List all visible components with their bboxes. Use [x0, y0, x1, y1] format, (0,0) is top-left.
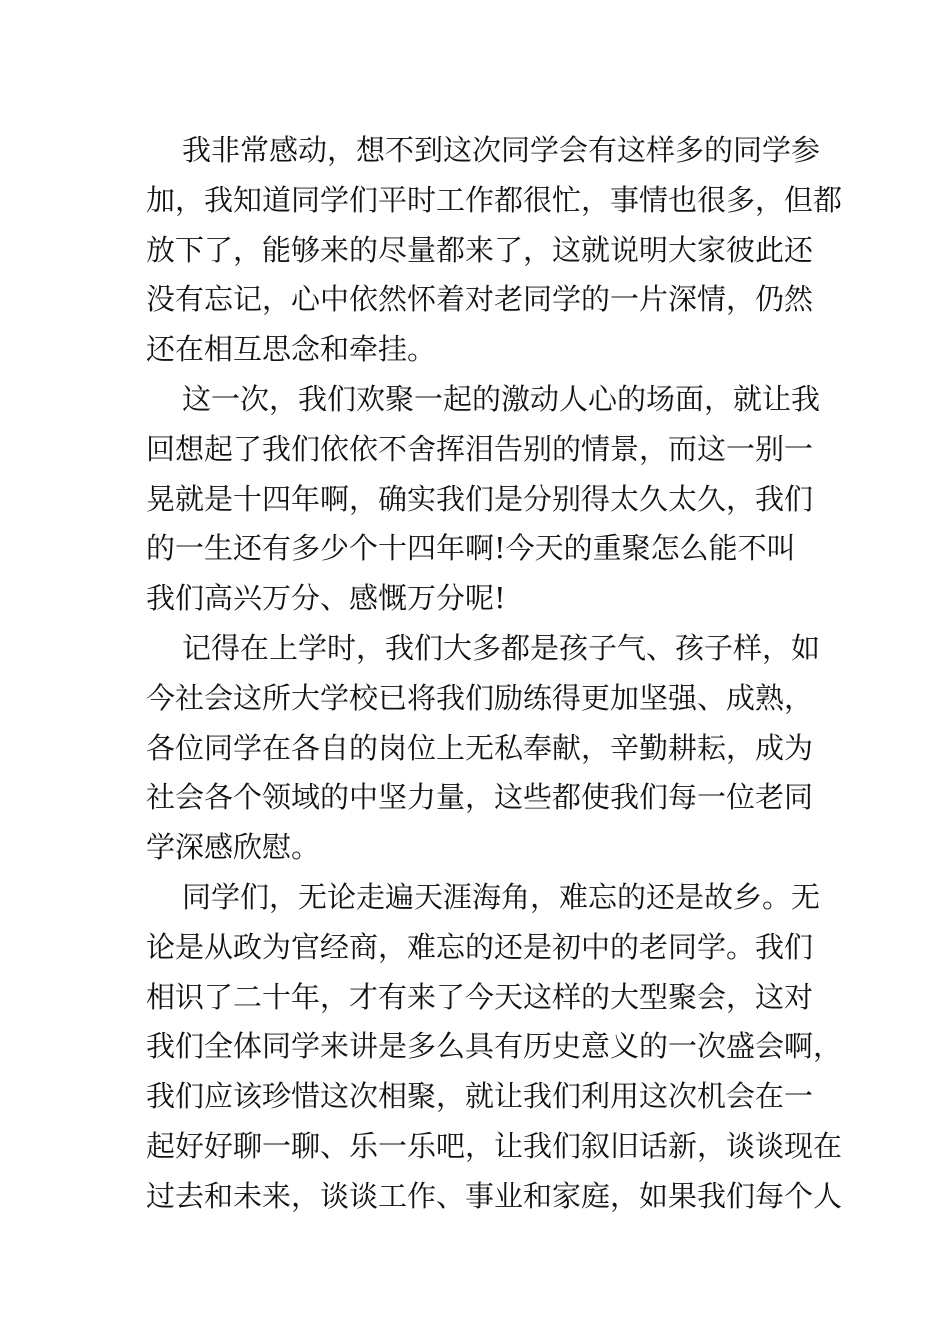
- paragraph-line: 我非常感动，想不到这次同学会有这样多的同学参: [182, 133, 821, 167]
- paragraph-line: 我们高兴万分、感慨万分呢!: [146, 581, 506, 616]
- paragraph-line: 相识了二十年，才有来了今天这样的大型聚会，这对: [146, 979, 814, 1014]
- paragraph-line: 我们应该珍惜这次相聚，就让我们利用这次机会在一: [146, 1079, 814, 1114]
- paragraph-line: 社会各个领域的中坚力量，这些都使我们每一位老同: [146, 780, 814, 815]
- paragraph-line: 没有忘记，心中依然怀着对老同学的一片深情，仍然: [146, 282, 814, 317]
- paragraph-4: [146, 873, 843, 1222]
- paragraph-line: 同学们，无论走遍天涯海角，难忘的还是故乡。无: [182, 879, 821, 914]
- paragraph-line: 还在相互思念和牵挂。: [146, 332, 437, 367]
- document-body: [146, 126, 843, 1222]
- paragraph-line: 各位同学在各自的岗位上无私奉献，辛勤耕耘，成为: [146, 730, 814, 765]
- paragraph-2: [146, 375, 826, 624]
- paragraph-line: 论是从政为官经商，难忘的还是初中的老同学。我们: [146, 929, 814, 964]
- paragraph-line: 晃就是十四年啊，确实我们是分别得太久太久，我们: [146, 481, 814, 516]
- paragraph-line: 今社会这所大学校已将我们励练得更加坚强、成熟，: [146, 680, 814, 715]
- paragraph-line: 加，我知道同学们平时工作都很忙，事情也很多，但都: [146, 182, 843, 217]
- paragraph-3: [146, 624, 826, 873]
- paragraph-line: 回想起了我们依依不舍挥泪告别的情景，而这一别一: [146, 431, 814, 466]
- paragraph-line: 过去和未来，谈谈工作、事业和家庭，如果我们每个人: [146, 1178, 843, 1213]
- paragraph-line: 学深感欣慰。: [146, 830, 321, 865]
- paragraph-line: 记得在上学时，我们大多都是孩子气、孩子样，如: [182, 630, 821, 665]
- paragraph-line: 的一生还有多少个十四年啊!今天的重聚怎么能不叫: [146, 531, 796, 566]
- paragraph-line: 这一次，我们欢聚一起的激动人心的场面，就让我: [182, 381, 821, 416]
- paragraph-line: 起好好聊一聊、乐一乐吧，让我们叙旧话新，谈谈现在: [146, 1128, 843, 1163]
- paragraph-1: [146, 126, 843, 375]
- paragraph-line: 放下了，能够来的尽量都来了，这就说明大家彼此还: [146, 232, 814, 267]
- paragraph-line: 我们全体同学来讲是多么具有历史意义的一次盛会啊，: [146, 1029, 843, 1064]
